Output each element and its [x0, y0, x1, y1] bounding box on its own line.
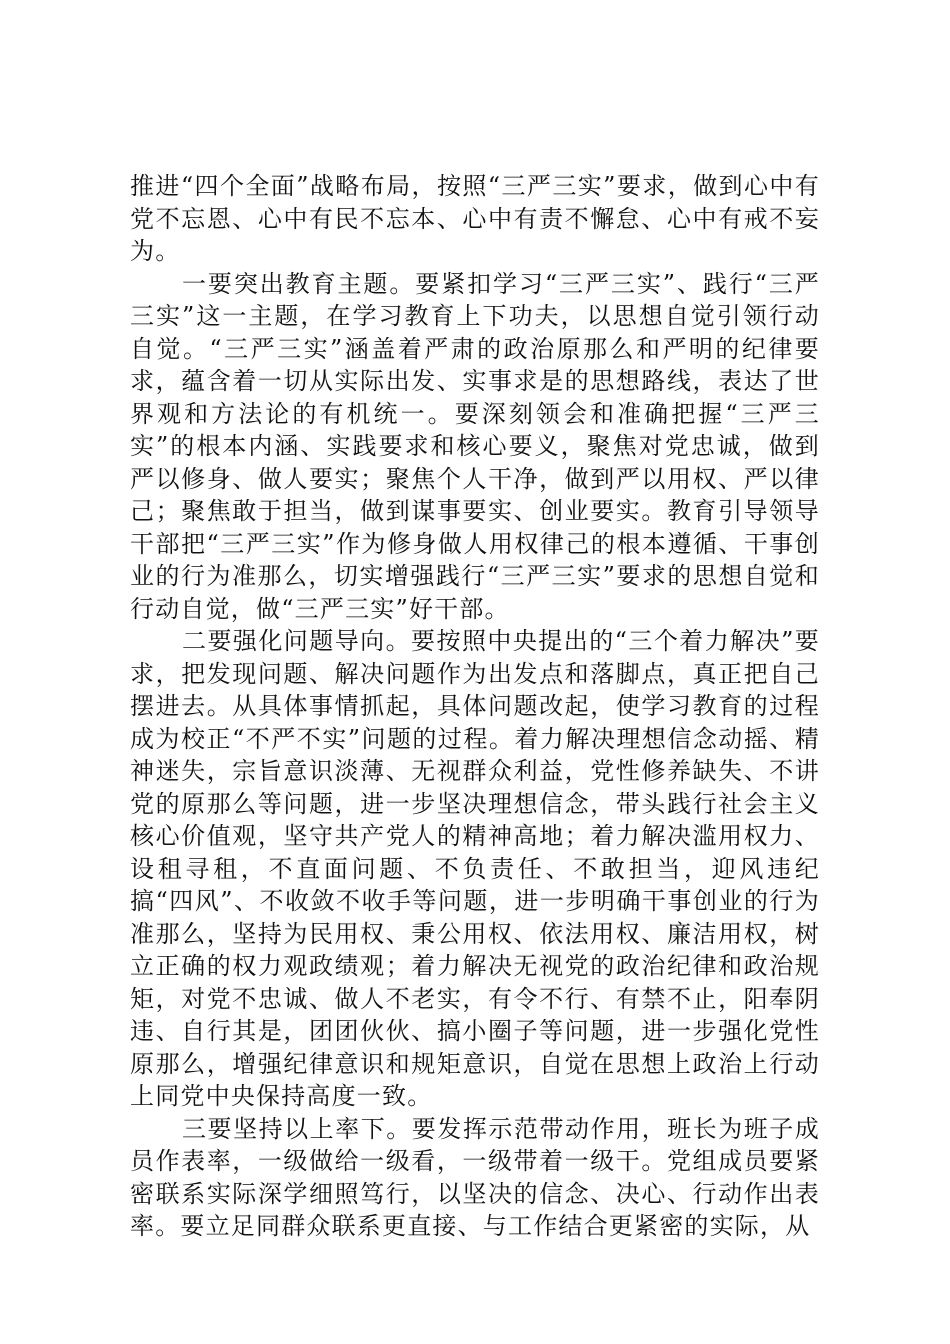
- paragraph-problem-orientation: 二要强化问题导向。要按照中央提出的“三个着力解决”要求，把发现问题、解决问题作为出发点和落脚点，真正把自己摆进去。从具体事情抓起，具体问题改起，使学习教育的过程成为校正“不严不实”问题的过程。着力解决理想信念动摇、精神迷失，宗旨意识淡薄、无视群众利益，党性修养缺失、不讲党的原那么等问题，进一步坚决理想信念，带头践行社会主义核心价值观，坚守共产党人的精神高地；着力解决滥用权力、设租寻租，不直面问题、不负责任、不敢担当，迎风违纪搞“四风”、不收敛不收手等问题，进一步明确干事创业的行为准那么，坚持为民用权、秉公用权、依法用权、廉洁用权，树立正确的权力观政绩观；着力解决无视党的政治纪律和政治规矩，对党不忠诚、做人不老实，有令不行、有禁不止，阳奉阴违、自行其是，团团伙伙、搞小圈子等问题，进一步强化党性原那么，增强纪律意识和规矩意识，自觉在思想上政治上行动上同党中央保持高度一致。: [130, 627, 820, 1110]
- paragraph-education-theme: 一要突出教育主题。要紧扣学习“三严三实”、践行“三严三实”这一主题，在学习教育上下功夫，以思想自觉引领行动自觉。“三严三实”涵盖着严肃的政治原那么和严明的纪律要求，蕴含着一切从实际出发、实事求是的思想路线，表达了世界观和方法论的有机统一。要深刻领会和准确把握“三严三实”的根本内涵、实践要求和核心要义，聚焦对党忠诚，做到严以修身、做人要实；聚焦个人干净，做到严以用权、严以律己；聚焦敢于担当，做到谋事要实、创业要实。教育引导领导干部把“三严三实”作为修身做人用权律己的根本遵循、干事创业的行为准那么，切实增强践行“三严三实”要求的思想自觉和行动自觉，做“三严三实”好干部。: [130, 269, 820, 623]
- paragraph-lead-by-example: 三要坚持以上率下。要发挥示范带动作用，班长为班子成员作表率，一级做给一级看，一级带着一级干。党组成员要紧密联系实际深学细照笃行，以坚决的信念、决心、行动作出表率。要立足同群众联系更直接、与工作结合更紧密的实际，从: [130, 1114, 820, 1240]
- paragraph-continuation: 推进“四个全面”战略布局，按照“三严三实”要求，做到心中有党不忘恩、心中有民不忘本、心中有责不懈怠、心中有戒不妄为。: [130, 172, 820, 265]
- document-body: [130, 170, 820, 1243]
